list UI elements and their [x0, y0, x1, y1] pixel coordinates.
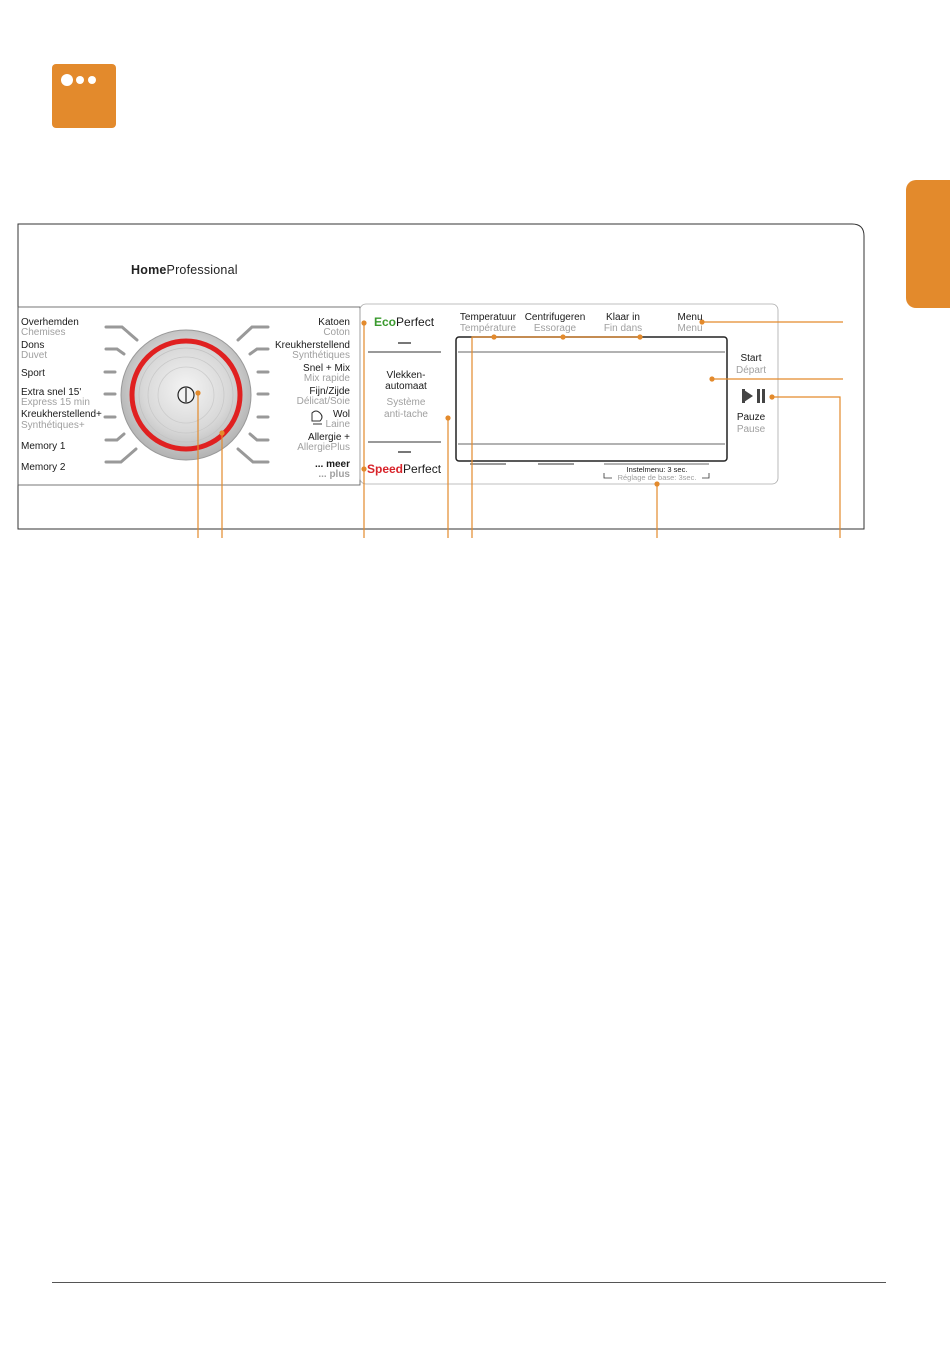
program-overhemden-fr: Chemises	[21, 327, 66, 338]
program-kreukherstellend-plus-fr: Synthétiques+	[21, 420, 85, 431]
program-snel-mix[interactable]: Snel + Mix	[303, 363, 350, 374]
program-memory-2[interactable]: Memory 2	[21, 462, 66, 473]
lcd-display	[456, 337, 727, 461]
stain-option-nl-1[interactable]: Vlekken-	[386, 370, 426, 381]
program-katoen[interactable]: Katoen	[318, 317, 350, 328]
spin-button-fr: Essorage	[533, 323, 577, 334]
program-meer-fr: ... plus	[318, 469, 350, 480]
temperature-button-fr: Température	[459, 323, 517, 334]
stain-option-nl-2[interactable]: automaat	[385, 381, 427, 392]
stain-option-fr-1: Système	[386, 397, 426, 408]
program-dons[interactable]: Dons	[21, 340, 45, 351]
start-button-fr: Départ	[735, 365, 766, 376]
power-icon	[178, 387, 194, 403]
program-sport[interactable]: Sport	[21, 368, 45, 379]
settings-hint: Instelmenu: 3 sec.	[626, 465, 688, 474]
program-kreukherstellend-fr: Synthétiques	[292, 350, 350, 361]
menu-button[interactable]: Menu	[677, 312, 703, 323]
menu-button-fr: Menu	[677, 323, 703, 334]
program-allergie-fr: AllergiePlus	[297, 442, 350, 453]
program-extra-snel[interactable]: Extra snel 15'	[21, 387, 82, 398]
program-extra-snel-fr: Express 15 min	[21, 397, 90, 408]
settings-hint-fr: Réglage de base: 3sec.	[617, 473, 697, 482]
start-button[interactable]: Start	[740, 353, 762, 364]
control-panel-diagram	[0, 0, 950, 560]
play-pause-icon	[742, 389, 765, 403]
footer-divider	[52, 1282, 886, 1283]
program-overhemden[interactable]: Overhemden	[21, 317, 79, 328]
program-wol[interactable]: Wol	[332, 409, 350, 420]
program-fijn-zijde[interactable]: Fijn/Zijde	[309, 386, 350, 397]
spin-button[interactable]: Centrifugeren	[524, 312, 586, 323]
ecoperfect-button[interactable]: EcoPerfect	[374, 315, 435, 329]
pause-button-fr: Pause	[736, 424, 766, 435]
stain-option-fr-2: anti-tache	[384, 409, 428, 420]
program-kreukherstellend-plus[interactable]: Kreukherstellend+	[21, 409, 102, 420]
program-knob	[121, 330, 251, 460]
pause-button[interactable]: Pauze	[736, 412, 766, 423]
finish-in-button-fr: Fin dans	[603, 323, 643, 334]
program-meer[interactable]: ... meer	[314, 459, 350, 470]
speedperfect-button[interactable]: SpeedPerfect	[367, 462, 442, 476]
program-snel-mix-fr: Mix rapide	[303, 373, 350, 384]
program-katoen-fr: Coton	[323, 327, 350, 338]
program-dons-fr: Duvet	[21, 350, 48, 361]
program-allergie[interactable]: Allergie +	[308, 432, 350, 443]
temperature-button[interactable]: Temperatuur	[459, 312, 517, 323]
brand-label: HomeProfessional	[131, 263, 238, 277]
program-fijn-zijde-fr: Délicat/Soie	[296, 396, 350, 407]
wool-hand-icon	[312, 411, 322, 424]
program-wol-fr: Laine	[325, 419, 350, 430]
finish-in-button[interactable]: Klaar in	[606, 312, 640, 323]
program-memory-1[interactable]: Memory 1	[21, 441, 66, 452]
program-kreukherstellend[interactable]: Kreukherstellend	[274, 340, 350, 351]
